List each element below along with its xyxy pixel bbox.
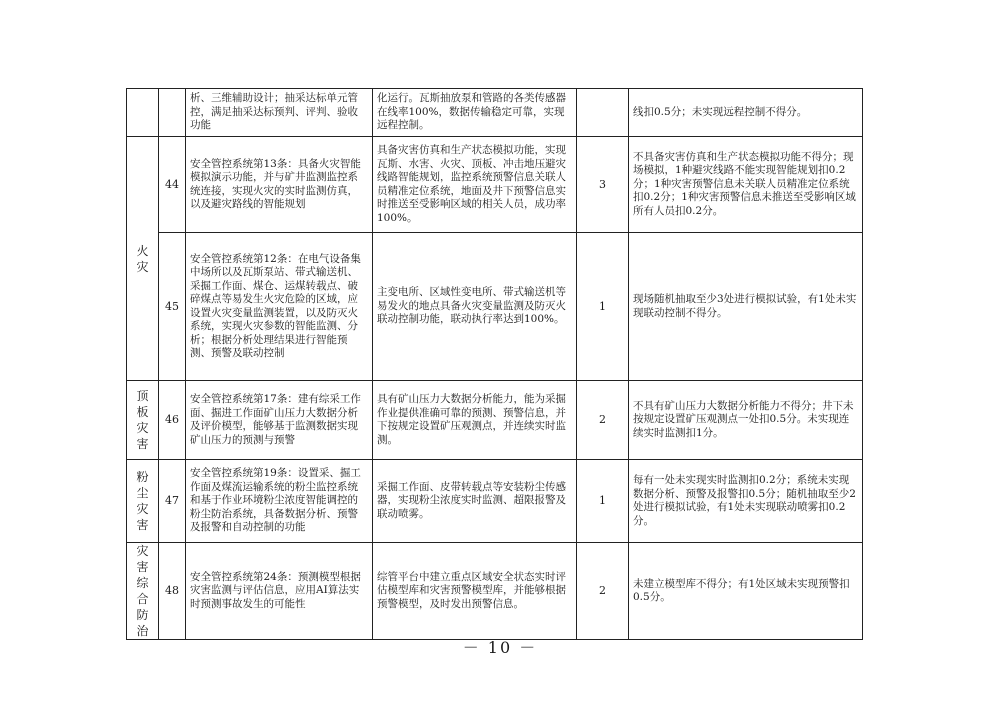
score-cell: 1 bbox=[577, 460, 629, 543]
table-row bbox=[127, 543, 863, 640]
scoring-table bbox=[126, 88, 863, 640]
category-cell: 顶板灾害 bbox=[127, 381, 159, 460]
method-cell: 不具备灾害仿真和生产状态模拟功能不得分；现场模拟，1种避灾线路不能实现智能规划扣0.2分；1种灾害预警信息未关联人员精准定位系统扣0.2分；1种灾害预警信息未推送至受影响区域所有人员扣0.2分。 bbox=[629, 137, 863, 233]
item-number: 46 bbox=[159, 381, 186, 460]
content-cell: 采掘工作面、皮带转载点等安装粉尘传感器，实现粉尘浓度实时监测、超限报警及联动喷雾。 bbox=[373, 460, 577, 543]
category-cell: 粉尘灾害 bbox=[127, 460, 159, 543]
score-cell: 2 bbox=[577, 381, 629, 460]
score-cell: 3 bbox=[577, 137, 629, 233]
category-cell bbox=[127, 89, 159, 137]
requirement-cell: 安全管控系统第19条：设置采、掘工作面及煤流运输系统的粉尘监控系统和基于作业环境粉尘浓度智能调控的粉尘防治系统，具备数据分析、预警及报警和自动控制的功能 bbox=[186, 460, 373, 543]
category-cell: 灾害综合防治 bbox=[127, 543, 159, 640]
item-number: 48 bbox=[159, 543, 186, 640]
table-row bbox=[127, 381, 863, 460]
table-row bbox=[127, 89, 863, 137]
content-cell: 主变电所、区域性变电所、带式输送机等易发火的地点具备火灾变量监测及防灭火联动控制功能，联动执行率达到100%。 bbox=[373, 233, 577, 381]
method-cell: 不具有矿山压力大数据分析能力不得分；井下未按规定设置矿压观测点一处扣0.5分。未实现连续实时监测扣1分。 bbox=[629, 381, 863, 460]
table-row bbox=[127, 460, 863, 543]
category-cell: 火灾 bbox=[127, 137, 159, 381]
requirement-cell: 安全管控系统第13条：具备火灾智能模拟演示功能，并与矿井监测监控系统连接，实现火灾的实时监测仿真，以及避灾路线的智能规划 bbox=[186, 137, 373, 233]
table-row bbox=[127, 233, 863, 381]
requirement-cell: 安全管控系统第17条：建有综采工作面、掘进工作面矿山压力大数据分析及评价模型，能够基于监测数据实现矿山压力的预测与预警 bbox=[186, 381, 373, 460]
content-cell: 综管平台中建立重点区域安全状态实时评估模型库和灾害预警模型库，并能够根据预警模型，及时发出预警信息。 bbox=[373, 543, 577, 640]
content-cell: 具备灾害仿真和生产状态模拟功能，实现瓦斯、水害、火灾、顶板、冲击地压避灾线路智能规划，监控系统预警信息关联人员精准定位系统，地面及井下预警信息实时推送至受影响区域的相关人员，成功率100%。 bbox=[373, 137, 577, 233]
content-cell: 具有矿山压力大数据分析能力，能为采掘作业提供准确可靠的预测、预警信息，并下按规定设置矿压观测点，并连续实时监测。 bbox=[373, 381, 577, 460]
page-number: － 10 － bbox=[462, 638, 538, 657]
method-cell: 现场随机抽取至少3处进行模拟试验，有1处未实现联动控制不得分。 bbox=[629, 233, 863, 381]
content-cell: 化运行。瓦斯抽放泵和管路的各类传感器在线率100%，数据传输稳定可靠，实现远程控制。 bbox=[373, 89, 577, 137]
score-cell bbox=[577, 89, 629, 137]
requirement-cell: 安全管控系统第12条：在电气设备集中场所以及瓦斯泵站、带式输送机、采掘工作面、煤仓、运煤转载点、破碎煤点等易发生火灾危险的区域，应设置火灾变量监测装置，以及防灭火系统，实现火灾参数的智能监测、分析；根据分析处理结果进行智能预测、预警及联动控制 bbox=[186, 233, 373, 381]
method-cell: 每有一处未实现实时监测扣0.2分；系统未实现数据分析、预警及报警扣0.5分；随机抽取至少2处进行模拟试验，有1处未实现联动喷雾扣0.2分。 bbox=[629, 460, 863, 543]
item-number: 47 bbox=[159, 460, 186, 543]
table-row bbox=[127, 137, 863, 233]
item-number bbox=[159, 89, 186, 137]
score-cell: 1 bbox=[577, 233, 629, 381]
item-number: 44 bbox=[159, 137, 186, 233]
item-number: 45 bbox=[159, 233, 186, 381]
method-cell: 未建立模型库不得分；有1处区域未实现预警扣0.5分。 bbox=[629, 543, 863, 640]
score-cell: 2 bbox=[577, 543, 629, 640]
requirement-cell: 安全管控系统第24条：预测模型根据灾害监测与评估信息，应用AI算法实时预测事故发生的可能性 bbox=[186, 543, 373, 640]
method-cell: 线扣0.5分；未实现远程控制不得分。 bbox=[629, 89, 863, 137]
requirement-cell: 析、三维辅助设计；抽采达标单元管控，满足抽采达标预判、评判、验收功能 bbox=[186, 89, 373, 137]
